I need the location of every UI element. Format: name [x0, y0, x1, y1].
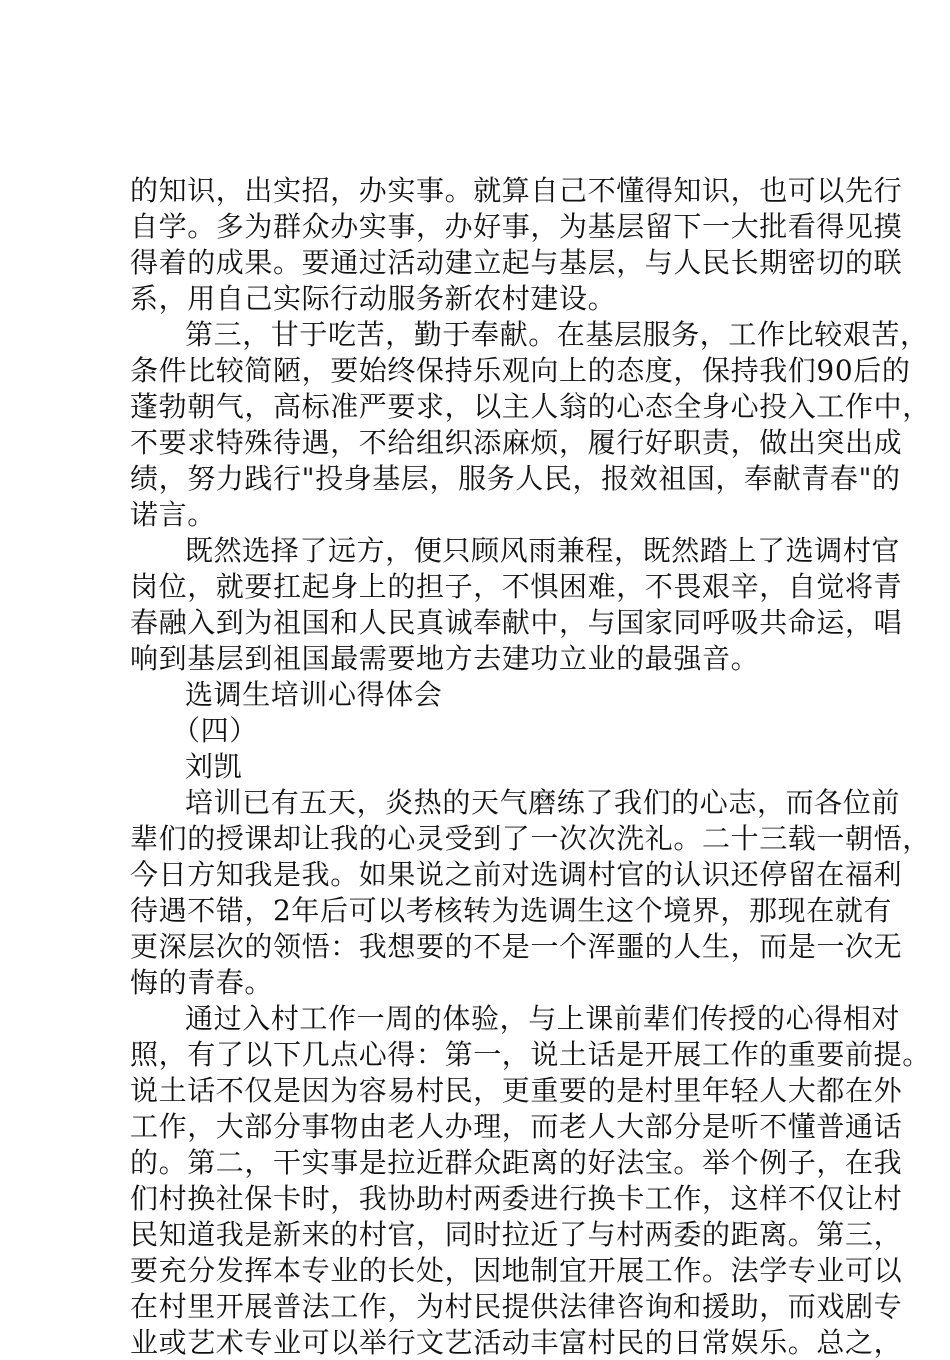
body-line: 待遇不错，2年后可以考核转为选调生这个境界，那现在就有	[130, 894, 893, 927]
body-line: 民知道我是新来的村官，同时拉近了与村两委的距离。第三，	[130, 1218, 903, 1251]
body-line: 照，有了以下几点心得：第一，说土话是开展工作的重要前提。	[130, 1038, 931, 1071]
body-line: 自学。多为群众办实事，办好事，为基层留下一大批看得见摸	[130, 210, 903, 243]
body-line: 工作，大部分事物由老人办理，而老人大部分是听不懂普通话	[130, 1110, 903, 1143]
paragraph-start-line: 通过入村工作一周的体验，与上课前辈们传授的心得相对	[185, 1002, 901, 1035]
body-line: 要充分发挥本专业的长处，因地制宜开展工作。法学专业可以	[130, 1254, 903, 1287]
body-line: 蓬勃朝气，高标准严要求，以主人翁的心态全身心投入工作中，	[130, 390, 931, 423]
section-title: 选调生培训心得体会	[185, 678, 443, 711]
body-line: 岗位，就要扛起身上的担子，不惧困难，不畏艰辛，自觉将青	[130, 570, 903, 603]
body-line: 系，用自己实际行动服务新农村建设。	[130, 282, 617, 315]
body-line: 绩，努力践行"投身基层，服务人民，报效祖国，奉献青春"的	[130, 462, 901, 495]
body-line: 响到基层到祖国最需要地方去建功立业的最强音。	[130, 642, 760, 675]
body-line: 条件比较简陋，要始终保持乐观向上的态度，保持我们90后的	[130, 354, 911, 387]
paragraph-start-line: 第三，甘于吃苦，勤于奉献。在基层服务，工作比较艰苦，	[185, 318, 929, 351]
author-name: 刘凯	[185, 750, 243, 783]
body-line: 不要求特殊待遇，不给组织添麻烦，履行好职责，做出突出成	[130, 426, 903, 459]
body-line: 辈们的授课却让我的心灵受到了一次次洗礼。二十三载一朝悟，	[130, 822, 931, 855]
body-line: 的。第二，干实事是拉近群众距离的好法宝。举个例子，在我	[130, 1146, 903, 1179]
body-line: 的知识，出实招，办实事。就算自己不懂得知识，也可以先行	[130, 174, 903, 207]
body-line: 悔的青春。	[130, 966, 274, 999]
paragraph-start-line: 既然选择了远方，便只顾风雨兼程，既然踏上了选调村官	[185, 534, 901, 567]
body-line: 今日方知我是我。如果说之前对选调村官的认识还停留在福利	[130, 858, 903, 891]
body-line: 更深层次的领悟：我想要的不是一个浑噩的人生，而是一次无	[130, 930, 903, 963]
body-line: 在村里开展普法工作，为村民提供法律咨询和援助，而戏剧专	[130, 1290, 903, 1323]
body-line: 得着的成果。要通过活动建立起与基层，与人民长期密切的联	[130, 246, 903, 279]
paragraph-start-line: 培训已有五天，炎热的天气磨练了我们的心志，而各位前	[185, 786, 901, 819]
body-line: 业或艺术专业可以举行文艺活动丰富村民的日常娱乐。总之，	[130, 1326, 903, 1359]
body-line: 们村换社保卡时，我协助村两委进行换卡工作，这样不仅让村	[130, 1182, 903, 1215]
body-line: 诺言。	[130, 498, 216, 531]
body-line: 春融入到为祖国和人民真诚奉献中，与国家同呼吸共命运，唱	[130, 606, 903, 639]
body-line: 说土话不仅是因为容易村民，更重要的是村里年轻人大都在外	[130, 1074, 903, 1107]
section-number: （四）	[172, 714, 258, 747]
